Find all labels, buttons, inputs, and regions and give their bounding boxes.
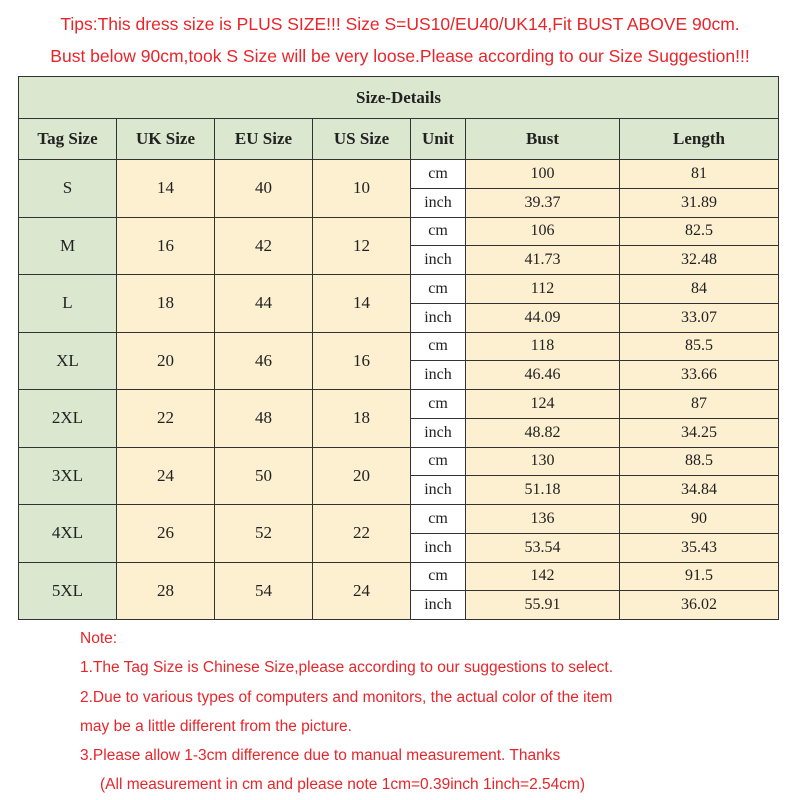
length-inch-cell: 31.89 bbox=[620, 188, 779, 217]
note-heading: Note: bbox=[80, 630, 118, 647]
us-size-cell: 14 bbox=[313, 275, 411, 333]
eu-size-cell: 52 bbox=[215, 505, 313, 563]
bust-cm-cell: 112 bbox=[466, 275, 620, 304]
length-cm-cell: 90 bbox=[620, 505, 779, 534]
uk-size-cell: 18 bbox=[117, 275, 215, 333]
bust-inch-cell: 41.73 bbox=[466, 246, 620, 275]
eu-size-cell: 46 bbox=[215, 332, 313, 390]
note-item-3: 3.Please allow 1-3cm difference due to manual measurement. Thanks bbox=[80, 747, 561, 765]
unit-inch-cell: inch bbox=[411, 476, 466, 505]
unit-cm-cell: cm bbox=[411, 390, 466, 419]
note-item-1: 1.The Tag Size is Chinese Size,please according to our suggestions to select. bbox=[80, 659, 614, 677]
size-row-cm bbox=[19, 160, 779, 189]
eu-size-cell: 48 bbox=[215, 390, 313, 448]
header-us-size: US Size bbox=[313, 119, 411, 160]
tip-line-1: Tips:This dress size is PLUS SIZE!!! Size S=US10/EU40/UK14,Fit BUST ABOVE 90cm. bbox=[60, 14, 740, 34]
bust-inch-cell: 39.37 bbox=[466, 188, 620, 217]
header-unit: Unit bbox=[411, 119, 466, 160]
notes-section bbox=[80, 624, 613, 800]
unit-cm-cell: cm bbox=[411, 332, 466, 361]
header-eu-size: EU Size bbox=[215, 119, 313, 160]
bust-inch-cell: 48.82 bbox=[466, 418, 620, 447]
tag-size-cell: S bbox=[19, 160, 117, 218]
length-inch-cell: 36.02 bbox=[620, 591, 779, 620]
size-row-cm bbox=[19, 217, 779, 246]
note-item-2: 2.Due to various types of computers and monitors, the actual color of the item bbox=[80, 688, 613, 706]
tag-size-cell: L bbox=[19, 275, 117, 333]
uk-size-cell: 28 bbox=[117, 562, 215, 620]
unit-inch-cell: inch bbox=[411, 188, 466, 217]
uk-size-cell: 26 bbox=[117, 505, 215, 563]
header-tag-size: Tag Size bbox=[19, 119, 117, 160]
us-size-cell: 20 bbox=[313, 447, 411, 505]
eu-size-cell: 40 bbox=[215, 160, 313, 218]
eu-size-cell: 44 bbox=[215, 275, 313, 333]
header-uk-size: UK Size bbox=[117, 119, 215, 160]
us-size-cell: 12 bbox=[313, 217, 411, 275]
size-row-cm bbox=[19, 447, 779, 476]
bust-inch-cell: 53.54 bbox=[466, 533, 620, 562]
tag-size-cell: 5XL bbox=[19, 562, 117, 620]
tag-size-cell: M bbox=[19, 217, 117, 275]
header-length: Length bbox=[620, 119, 779, 160]
us-size-cell: 18 bbox=[313, 390, 411, 448]
length-cm-cell: 88.5 bbox=[620, 447, 779, 476]
bust-cm-cell: 100 bbox=[466, 160, 620, 189]
unit-cm-cell: cm bbox=[411, 505, 466, 534]
uk-size-cell: 14 bbox=[117, 160, 215, 218]
size-row-cm bbox=[19, 562, 779, 591]
unit-inch-cell: inch bbox=[411, 303, 466, 332]
bust-cm-cell: 142 bbox=[466, 562, 620, 591]
bust-cm-cell: 124 bbox=[466, 390, 620, 419]
length-cm-cell: 81 bbox=[620, 160, 779, 189]
uk-size-cell: 20 bbox=[117, 332, 215, 390]
bust-cm-cell: 136 bbox=[466, 505, 620, 534]
us-size-cell: 22 bbox=[313, 505, 411, 563]
tag-size-cell: 2XL bbox=[19, 390, 117, 448]
bust-cm-cell: 118 bbox=[466, 332, 620, 361]
eu-size-cell: 50 bbox=[215, 447, 313, 505]
bust-inch-cell: 51.18 bbox=[466, 476, 620, 505]
tip-line-2: Bust below 90cm,took S Size will be very loose.Please according to our Size Suggestion!!! bbox=[50, 46, 750, 66]
size-details-table bbox=[18, 76, 779, 620]
bust-cm-cell: 106 bbox=[466, 217, 620, 246]
note-item-2-continued: may be a little different from the picture. bbox=[80, 717, 352, 735]
size-row-cm bbox=[19, 275, 779, 304]
tag-size-cell: 3XL bbox=[19, 447, 117, 505]
length-inch-cell: 32.48 bbox=[620, 246, 779, 275]
tag-size-cell: 4XL bbox=[19, 505, 117, 563]
uk-size-cell: 22 bbox=[117, 390, 215, 448]
length-inch-cell: 34.25 bbox=[620, 418, 779, 447]
eu-size-cell: 42 bbox=[215, 217, 313, 275]
us-size-cell: 16 bbox=[313, 332, 411, 390]
bust-inch-cell: 46.46 bbox=[466, 361, 620, 390]
unit-inch-cell: inch bbox=[411, 246, 466, 275]
length-cm-cell: 87 bbox=[620, 390, 779, 419]
bust-cm-cell: 130 bbox=[466, 447, 620, 476]
eu-size-cell: 54 bbox=[215, 562, 313, 620]
tag-size-cell: XL bbox=[19, 332, 117, 390]
header-bust: Bust bbox=[466, 119, 620, 160]
unit-cm-cell: cm bbox=[411, 447, 466, 476]
unit-cm-cell: cm bbox=[411, 562, 466, 591]
size-row-cm bbox=[19, 332, 779, 361]
uk-size-cell: 24 bbox=[117, 447, 215, 505]
size-row-cm bbox=[19, 505, 779, 534]
unit-inch-cell: inch bbox=[411, 418, 466, 447]
us-size-cell: 10 bbox=[313, 160, 411, 218]
length-cm-cell: 82.5 bbox=[620, 217, 779, 246]
length-inch-cell: 33.07 bbox=[620, 303, 779, 332]
bust-inch-cell: 44.09 bbox=[466, 303, 620, 332]
unit-cm-cell: cm bbox=[411, 160, 466, 189]
unit-cm-cell: cm bbox=[411, 217, 466, 246]
length-cm-cell: 84 bbox=[620, 275, 779, 304]
length-inch-cell: 35.43 bbox=[620, 533, 779, 562]
length-cm-cell: 91.5 bbox=[620, 562, 779, 591]
length-inch-cell: 34.84 bbox=[620, 476, 779, 505]
size-table-body bbox=[19, 160, 779, 620]
length-inch-cell: 33.66 bbox=[620, 361, 779, 390]
bust-inch-cell: 55.91 bbox=[466, 591, 620, 620]
uk-size-cell: 16 bbox=[117, 217, 215, 275]
unit-inch-cell: inch bbox=[411, 361, 466, 390]
us-size-cell: 24 bbox=[313, 562, 411, 620]
unit-inch-cell: inch bbox=[411, 533, 466, 562]
unit-cm-cell: cm bbox=[411, 275, 466, 304]
unit-inch-cell: inch bbox=[411, 591, 466, 620]
size-row-cm bbox=[19, 390, 779, 419]
length-cm-cell: 85.5 bbox=[620, 332, 779, 361]
note-conversion: (All measurement in cm and please note 1cm=0.39inch 1inch=2.54cm) bbox=[100, 776, 586, 794]
table-title: Size-Details bbox=[19, 77, 779, 119]
